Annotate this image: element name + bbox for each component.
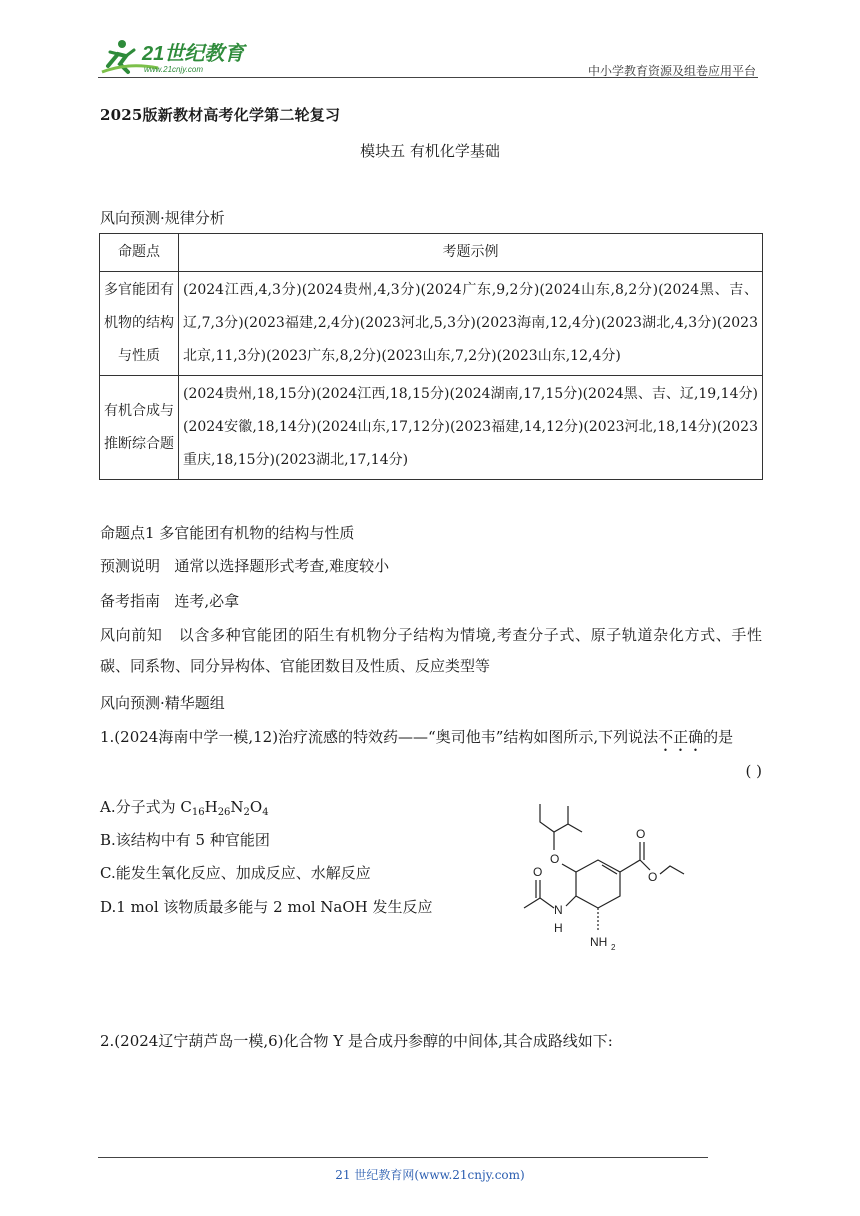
header-right-text: 中小学教育资源及组卷应用平台 <box>587 64 756 78</box>
amide-hydrogen-label: H <box>554 921 563 935</box>
formula-element: N <box>230 798 244 816</box>
table-header-row <box>100 234 763 272</box>
amine-subscript: 2 <box>611 943 616 952</box>
document-title: 2025版新教材高考化学第二轮复习 <box>100 106 341 124</box>
amine-label: NH <box>590 935 608 949</box>
guide-text: 连考,必拿 <box>174 592 240 610</box>
amide-nitrogen-label: N <box>554 903 563 917</box>
table-cell-examples: (2024江西,4,3分)(2024贵州,4,3分)(2024广东,9,2分)(2024山东,8,2分)(2024黑、吉、辽,7,3分)(2023福建,2,4分)(2023河北,5,3分)(2023海南,12,4分)(2023湖北,4,3分)(2023北京,11,3分)(2023广东,8,2分)(2023山东,7,2分)(2023山东,12,4分) <box>179 272 763 376</box>
module-title: 模块五 有机化学基础 <box>360 142 500 160</box>
section-heading-questions: 风向预测·精华题组 <box>100 694 225 712</box>
option-b: B.该结构中有 5 种官能团 <box>100 831 270 849</box>
table-row <box>100 376 763 480</box>
pentyl-bonds <box>540 804 568 850</box>
q1-stem-emphasis: 不正确 <box>658 728 704 746</box>
carbonyl-bond <box>620 842 644 872</box>
ether-oxygen-label: O <box>550 852 560 866</box>
ethyl-bonds <box>660 866 684 874</box>
formula-sub: 2 <box>243 807 250 818</box>
cyclohexene-ring <box>576 860 620 908</box>
table-cell-topic: 多官能团有机物的结构与性质 <box>100 272 179 376</box>
guide-line <box>100 586 762 617</box>
preview-label: 风向前知 <box>100 626 163 644</box>
table-header-examples: 考题示例 <box>179 234 763 272</box>
section-heading-analysis: 风向预测·规律分析 <box>100 209 225 227</box>
acetyl-methyl-bond <box>524 898 540 908</box>
answer-blank: ( ) <box>745 762 762 780</box>
header-divider <box>98 77 758 78</box>
question-2-stem: 2.(2024辽宁葫芦岛一模,6)化合物 Y 是合成丹参醇的中间体,其合成路线如下: <box>100 1032 613 1050</box>
footer-divider <box>98 1157 708 1158</box>
oseltamivir-structure-diagram <box>518 798 698 968</box>
ester-oxygen-label: O <box>648 870 658 884</box>
footer-link[interactable]: 21 世纪教育网(www.21cnjy.com) <box>335 1168 525 1182</box>
carbonyl-oxygen-label: O <box>636 827 646 841</box>
preview-paragraph <box>100 620 762 682</box>
option-c: C.能发生氧化反应、加成反应、水解反应 <box>100 864 371 882</box>
amide-carbonyl-bond <box>536 880 554 908</box>
table-cell-examples: (2024贵州,18,15分)(2024江西,18,15分)(2024湖南,17,15分)(2024黑、吉、辽,19,14分)(2024安徽,18,14分)(2024山东,17,12分)(2023福建,14,12分)(2023河北,18,14分)(2023重庆,18,15分)(2023湖北,17,14分) <box>179 376 763 480</box>
amide-oxygen-label: O <box>533 865 543 879</box>
formula-element: O <box>249 798 263 816</box>
ester-bond <box>640 860 650 870</box>
question-1-stem <box>100 722 762 755</box>
table-cell-topic: 有机合成与推断综合题 <box>100 376 179 480</box>
pentyl-bond-ethyl <box>568 824 582 832</box>
q1-stem-part-a: 1.(2024海南中学一模,12)治疗流感的特效药——“奥司他韦”结构如图所示,下列说法 <box>100 728 659 746</box>
logo-text: 21世纪教育 <box>142 43 245 65</box>
guide-label: 备考指南 <box>100 592 161 610</box>
formula-sub: 4 <box>262 807 269 818</box>
formula-sub: 26 <box>217 807 231 818</box>
q1-stem-part-b: 的是 <box>703 728 734 746</box>
formula-sub: 16 <box>191 807 205 818</box>
forecast-line <box>100 551 762 582</box>
option-a <box>100 796 269 817</box>
topic-1-title: 命题点1 多官能团有机物的结构与性质 <box>100 524 355 542</box>
exam-topic-table <box>99 233 763 480</box>
amide-n-bond <box>566 896 576 906</box>
preview-text: 以含多种官能团的陌生有机物分子结构为情境,考查分子式、原子轨道杂化方式、手性碳、同系物、同分异构体、官能团数目及性质、反应类型等 <box>100 626 762 675</box>
site-logo <box>98 36 258 80</box>
ether-bond <box>562 864 576 872</box>
table-header-topic: 命题点 <box>100 234 179 272</box>
forecast-text: 通常以选择题形式考查,难度较小 <box>174 557 390 575</box>
formula-element: H <box>204 798 218 816</box>
logo-url: www.21cnjy.com <box>144 65 203 74</box>
table-row <box>100 272 763 376</box>
option-d: D.1 mol 该物质最多能与 2 mol NaOH 发生反应 <box>100 898 433 916</box>
forecast-label: 预测说明 <box>100 557 161 575</box>
option-a-text: A.分子式为 C <box>100 798 192 816</box>
